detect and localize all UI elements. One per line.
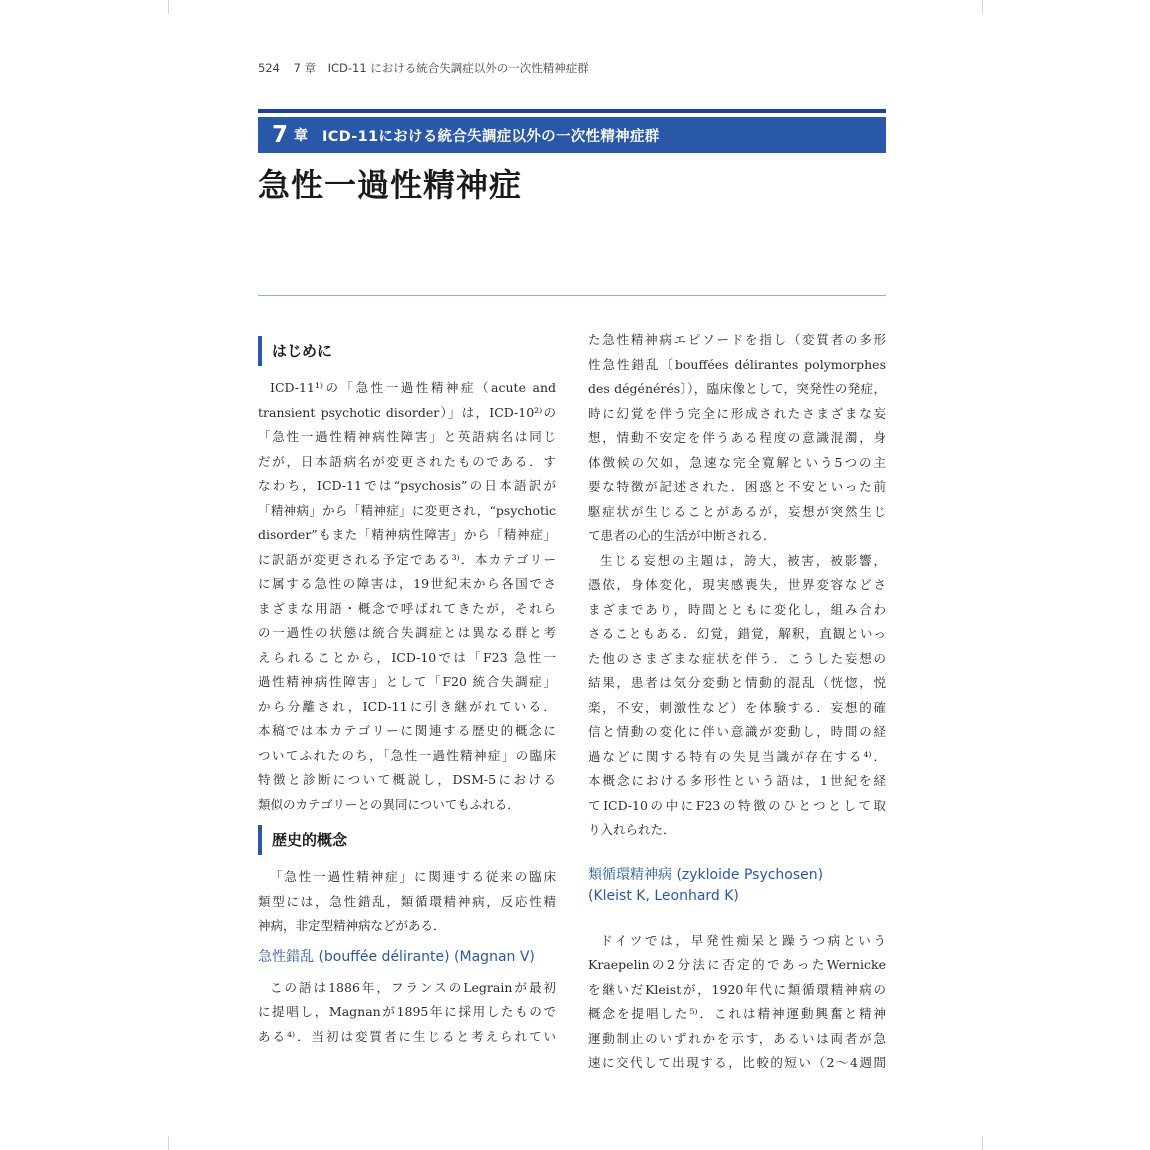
text-line: てICD-10の中にF23の特徴のひとつとして取 xyxy=(588,797,886,813)
text-line: disorder”もまた「精神病性障害」から「精神症」 xyxy=(258,527,556,542)
section-heading-introduction: はじめに xyxy=(258,336,556,366)
text-line: えられることから，ICD-10では「F23 急性一 xyxy=(258,649,556,665)
history-paragraph xyxy=(258,865,556,939)
text-line: 信と情動の変化に伴い意識が変動し，時間の経 xyxy=(588,724,886,739)
delusion-theme-paragraph xyxy=(588,549,886,843)
crop-mark-bottom-right xyxy=(982,1136,983,1150)
text-line: だが，日本語病名が変更されたものである．す xyxy=(258,453,556,469)
text-line: 類似のカテゴリーとの異同についてもふれる． xyxy=(258,796,520,812)
text-line: の一過性の状態は統合失調症とは異なる群と考 xyxy=(258,625,556,640)
chapter-banner xyxy=(258,117,886,153)
text-line: ある⁴⁾．当初は変質者に生じると考えられてい xyxy=(258,1028,556,1044)
cycloid-heading-line2: (Kleist K, Leonhard K) xyxy=(588,887,739,904)
text-line: 要な特徴が記述された．困惑と不安といった前 xyxy=(588,479,886,494)
text-line: 本稿では本カテゴリーに関連する歴史的概念に xyxy=(258,723,556,738)
text-line: まざまであり，時間とともに変化し，組み合わ xyxy=(588,601,886,617)
text-line: ついてふれたのち，「急性一過性精神症」の臨床 xyxy=(258,747,556,763)
right-column xyxy=(588,328,886,1076)
text-line: 神病，非定型精神病などがある． xyxy=(258,918,446,933)
text-line: 類型には，急性錯乱，類循環精神病，反応性精 xyxy=(258,893,556,909)
running-header xyxy=(258,60,589,76)
text-line: Kraepelinの2分法に否定的であったWernicke xyxy=(588,957,886,972)
bouffee-delirante-continued-paragraph xyxy=(588,328,886,549)
text-line: 運動制止のいずれかを示す，あるいは両者が急 xyxy=(588,1030,886,1046)
text-line: ドイツでは，早発性痴呆と躁うつ病という xyxy=(600,932,886,948)
title-divider xyxy=(258,295,886,296)
text-line: ICD-11¹⁾の「急性一過性精神症（acute and xyxy=(270,380,556,395)
page-title: 急性一過性精神症 xyxy=(258,166,523,204)
text-line: 性急性錯乱〔bouffées délirantes polymorphes xyxy=(588,356,886,372)
text-line: 憑依，身体変化，現実感喪失，世界変容などさ xyxy=(588,577,886,592)
subsection-heading-bouffee-delirante: 急性錯乱 (bouffée délirante) (Magnan V) xyxy=(258,948,535,965)
text-line: に訳語が変更される予定である³⁾．本カテゴリー xyxy=(258,551,556,567)
text-line: から分離され，ICD-11に引き継がれている． xyxy=(258,698,556,714)
text-line: 過性精神病性障害」として「F20 統合失調症」 xyxy=(258,674,556,689)
text-line: た他のさまざまな症状を伴う．こうした妄想の xyxy=(588,650,886,666)
text-line: に提唱し，Magnanが1895年に採用したもので xyxy=(258,1004,556,1019)
text-line: 体徴候の欠如，急速な完全寛解という5つの主 xyxy=(588,454,886,470)
text-line: 概念を提唱した⁵⁾．これは精神運動興奮と精神 xyxy=(588,1006,886,1021)
running-title: 7 章 ICD-11 における統合失調症以外の一次性精神症群 xyxy=(293,61,589,75)
text-line: 「精神病」から「精神症」に変更され，“psychotic xyxy=(258,502,556,518)
crop-mark-top-right xyxy=(982,0,983,14)
text-line: 「急性一過性精神病性障害」と英語病名は同じ xyxy=(258,429,556,444)
text-line: を継いだKleistが，1920年代に類循環精神病の xyxy=(588,981,886,997)
cycloid-heading-line1: 類循環精神病 (zykloide Psychosen) xyxy=(588,866,824,883)
crop-mark-top-left xyxy=(168,0,169,14)
text-line: 「急性一過性精神症」に関連する従来の臨床 xyxy=(270,869,556,884)
chapter-top-rule xyxy=(258,109,886,113)
text-line: まざまな用語・概念で呼ばれてきたが，それら xyxy=(258,600,556,616)
text-line: に属する急性の障害は，19世紀末から各国でさ xyxy=(258,576,556,591)
bouffee-delirante-paragraph xyxy=(258,976,556,1050)
chapter-marker: 章 xyxy=(294,128,309,144)
text-line: 駆症状が生じることがあるが，妄想が突然生じ xyxy=(588,503,886,519)
text-line: 特徴と診断について概説し，DSM-5における xyxy=(258,772,556,787)
text-line: 結果，患者は気分変動と情動的混乱（恍惚，悦 xyxy=(588,675,886,690)
introduction-paragraph xyxy=(258,376,556,817)
section-heading-history: 歴史的概念 xyxy=(258,825,556,855)
text-line: 過などに関する特有の失見当識が存在する⁴⁾． xyxy=(588,748,886,764)
text-line: des dégénérés〕），臨床像として，突発性の発症， xyxy=(588,381,886,396)
text-line: た急性精神病エピソードを指し（変質者の多形 xyxy=(588,332,886,347)
text-line: 本概念における多形性という語は，1世紀を経 xyxy=(588,773,886,788)
left-column xyxy=(258,328,556,1049)
text-line: なわち，ICD-11では“psychosis”の日本語訳が xyxy=(258,478,556,493)
text-line: り入れられた． xyxy=(588,822,676,837)
text-line: この語は1886年，フランスのLegrainが最初 xyxy=(270,979,556,995)
chapter-number: 7 xyxy=(272,122,289,148)
chapter-title: ICD-11における統合失調症以外の一次性精神症群 xyxy=(322,128,660,145)
page-number: 524 xyxy=(258,61,280,75)
text-line: て患者の心的生活が中断される． xyxy=(588,528,776,543)
crop-mark-bottom-left xyxy=(168,1136,169,1150)
text-line: 楽，不安，刺激性など）を体験する．妄想的確 xyxy=(588,699,886,715)
text-line: 生じる妄想の主題は，誇大，被害，被影響， xyxy=(600,552,886,568)
subsection-heading-cycloid-psychosis xyxy=(588,865,886,907)
text-line: さることもある．幻覚，錯覚，解釈，直観といっ xyxy=(588,626,886,641)
text-line: transient psychotic disorder）」は，ICD-10²⁾の xyxy=(258,404,556,420)
text-line: 時に幻覚を伴う完全に形成されたさまざまな妄 xyxy=(588,405,886,421)
text-line: 速に交代して出現する，比較的短い（2～4週間 xyxy=(588,1055,886,1070)
text-line: 想，情動不安定を伴うある程度の意識混濁，身 xyxy=(588,430,886,445)
cycloid-psychosis-paragraph xyxy=(588,929,886,1076)
